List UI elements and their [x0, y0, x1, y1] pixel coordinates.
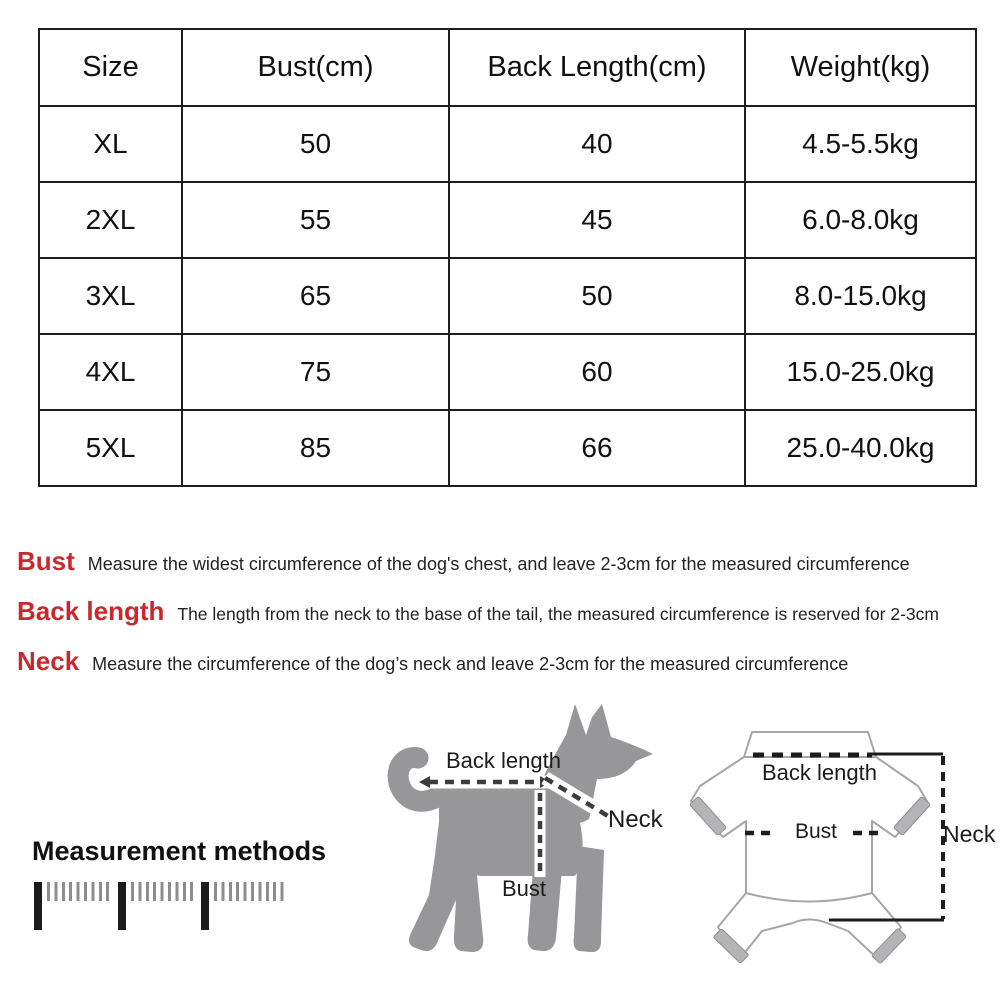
cell-weight: 6.0-8.0kg — [745, 182, 976, 258]
dog-back-length-label: Back length — [446, 748, 561, 773]
cell-size: 2XL — [39, 182, 182, 258]
measurement-methods-heading: Measurement methods — [32, 836, 327, 866]
cell-bust: 55 — [182, 182, 449, 258]
dog-bust-label: Bust — [502, 876, 547, 901]
note-neck — [17, 646, 848, 677]
table-row — [39, 334, 976, 410]
note-back-length-text: The length from the neck to the base of the tail, the measured circumference is reserved for 2-3cm — [177, 604, 939, 624]
ruler-ticks — [214, 882, 286, 901]
cell-weight: 4.5-5.5kg — [745, 106, 976, 182]
cell-back: 66 — [449, 410, 745, 486]
cell-back: 50 — [449, 258, 745, 334]
cell-weight: 25.0-40.0kg — [745, 410, 976, 486]
ruler-ticks — [131, 882, 197, 901]
note-bust-text: Measure the widest circumference of the dog's chest, and leave 2-3cm for the measured circumference — [87, 554, 910, 574]
garment-neck-label: Neck — [943, 821, 996, 847]
col-header-size: Size — [39, 29, 182, 106]
cell-weight: 15.0-25.0kg — [745, 334, 976, 410]
cell-back: 40 — [449, 106, 745, 182]
table-row — [39, 258, 976, 334]
ruler-ticks — [47, 882, 113, 901]
dog-neck-label: Neck — [608, 806, 663, 833]
cell-size: 4XL — [39, 334, 182, 410]
table-row — [39, 410, 976, 486]
note-neck-text: Measure the circumference of the dog’s neck and leave 2-3cm for the measured circumference — [92, 654, 849, 674]
note-back-length — [17, 596, 939, 627]
ruler-mark — [118, 882, 126, 930]
note-bust-label: Bust — [17, 546, 75, 576]
table-row — [39, 182, 976, 258]
size-table — [38, 28, 977, 487]
col-header-bust: Bust(cm) — [182, 29, 449, 106]
note-bust — [17, 546, 910, 577]
col-header-back-length: Back Length(cm) — [449, 29, 745, 106]
cell-bust: 85 — [182, 410, 449, 486]
cell-bust: 50 — [182, 106, 449, 182]
cell-size: XL — [39, 106, 182, 182]
cell-back: 60 — [449, 334, 745, 410]
ruler-mark — [201, 882, 209, 930]
cell-back: 45 — [449, 182, 745, 258]
col-header-weight: Weight(kg) — [745, 29, 976, 106]
cell-size: 3XL — [39, 258, 182, 334]
size-table-header-row — [39, 29, 976, 106]
table-row — [39, 106, 976, 182]
cell-size: 5XL — [39, 410, 182, 486]
note-back-length-label: Back length — [17, 596, 165, 626]
garment-back-length-label: Back length — [762, 760, 877, 785]
garment-bust-label: Bust — [795, 820, 838, 843]
note-neck-label: Neck — [17, 646, 80, 676]
cell-bust: 75 — [182, 334, 449, 410]
ruler-icon — [34, 882, 286, 932]
cell-bust: 65 — [182, 258, 449, 334]
cell-weight: 8.0-15.0kg — [745, 258, 976, 334]
dog-measurement-diagram — [385, 695, 705, 995]
ruler-mark — [34, 882, 42, 930]
